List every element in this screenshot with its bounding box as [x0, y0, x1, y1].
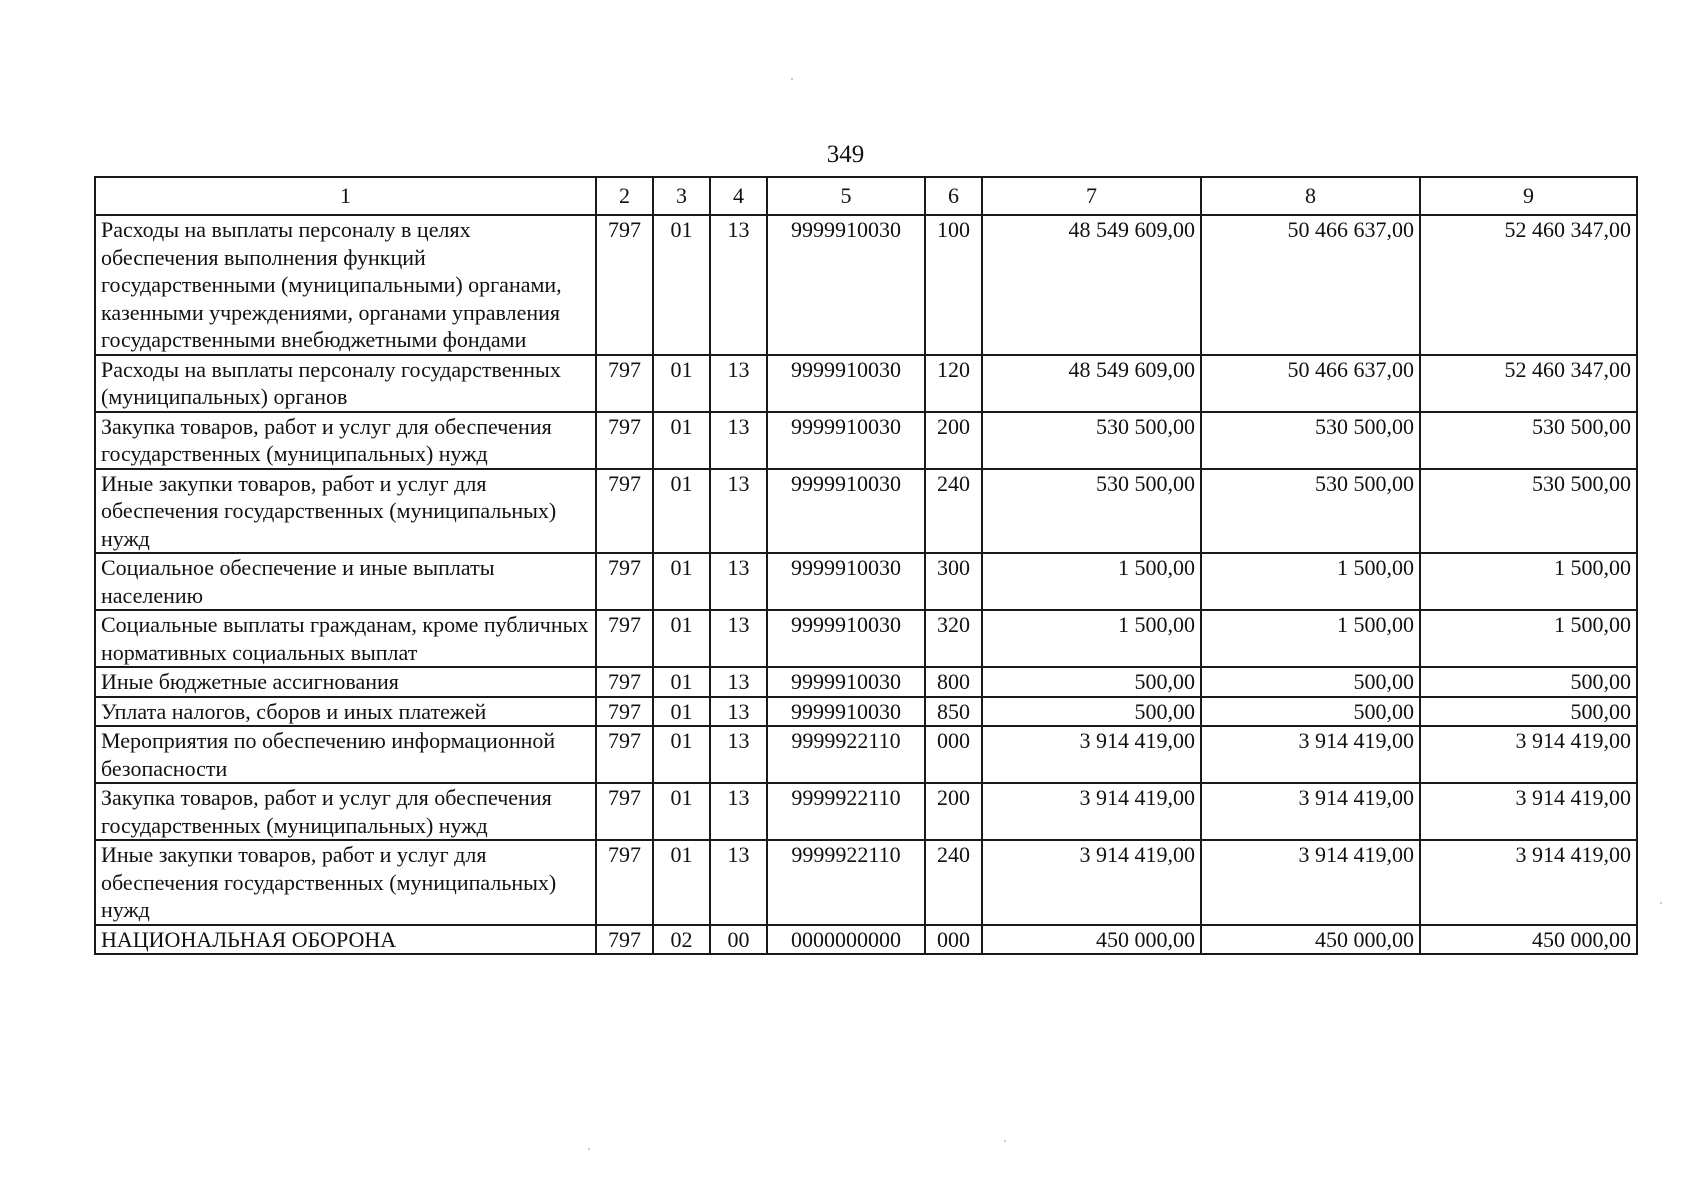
target-item-code: 9999910030 [767, 215, 925, 355]
target-item-code: 9999922110 [767, 783, 925, 840]
amount-col9: 3 914 419,00 [1420, 726, 1637, 783]
scan-speck [1660, 902, 1662, 904]
amount-col8: 1 500,00 [1201, 553, 1420, 610]
expense-name: НАЦИОНАЛЬНАЯ ОБОРОНА [95, 925, 596, 955]
expense-name: Иные бюджетные ассигнования [95, 667, 596, 697]
expense-name: Уплата налогов, сборов и иных платежей [95, 697, 596, 727]
section-code: 01 [653, 697, 710, 727]
amount-col9: 52 460 347,00 [1420, 215, 1637, 355]
expense-name: Закупка товаров, работ и услуг для обеспечения государственных (муниципальных) нужд [95, 783, 596, 840]
amount-col7: 500,00 [982, 697, 1201, 727]
amount-col8: 3 914 419,00 [1201, 726, 1420, 783]
header-cell: 5 [767, 177, 925, 215]
table-row [95, 412, 1637, 469]
expense-name: Социальное обеспечение и иные выплаты населению [95, 553, 596, 610]
expense-type-code: 320 [925, 610, 982, 667]
ministry-code: 797 [596, 412, 653, 469]
amount-col9: 3 914 419,00 [1420, 783, 1637, 840]
amount-col8: 50 466 637,00 [1201, 355, 1420, 412]
expense-name: Закупка товаров, работ и услуг для обеспечения государственных (муниципальных) нужд [95, 412, 596, 469]
subsection-code: 13 [710, 469, 767, 554]
page-number: 349 [826, 141, 865, 168]
amount-col8: 450 000,00 [1201, 925, 1420, 955]
section-code: 02 [653, 925, 710, 955]
table-row [95, 726, 1637, 783]
subsection-code: 13 [710, 697, 767, 727]
section-code: 01 [653, 355, 710, 412]
amount-col8: 3 914 419,00 [1201, 840, 1420, 925]
subsection-code: 13 [710, 726, 767, 783]
amount-col8: 500,00 [1201, 667, 1420, 697]
amount-col9: 52 460 347,00 [1420, 355, 1637, 412]
table-row [95, 697, 1637, 727]
header-cell: 8 [1201, 177, 1420, 215]
target-item-code: 9999910030 [767, 412, 925, 469]
expense-type-code: 850 [925, 697, 982, 727]
subsection-code: 13 [710, 667, 767, 697]
amount-col9: 1 500,00 [1420, 553, 1637, 610]
table-row [95, 355, 1637, 412]
section-code: 01 [653, 726, 710, 783]
expense-type-code: 300 [925, 553, 982, 610]
expense-type-code: 800 [925, 667, 982, 697]
amount-col9: 3 914 419,00 [1420, 840, 1637, 925]
target-item-code: 9999910030 [767, 553, 925, 610]
expense-type-code: 240 [925, 840, 982, 925]
section-code: 01 [653, 667, 710, 697]
expense-name: Мероприятия по обеспечению информационной безопасности [95, 726, 596, 783]
subsection-code: 00 [710, 925, 767, 955]
amount-col9: 450 000,00 [1420, 925, 1637, 955]
ministry-code: 797 [596, 840, 653, 925]
ministry-code: 797 [596, 925, 653, 955]
ministry-code: 797 [596, 667, 653, 697]
table-row [95, 553, 1637, 610]
table-row [95, 667, 1637, 697]
amount-col8: 3 914 419,00 [1201, 783, 1420, 840]
section-code: 01 [653, 215, 710, 355]
header-cell: 9 [1420, 177, 1637, 215]
table-row [95, 469, 1637, 554]
ministry-code: 797 [596, 355, 653, 412]
amount-col7: 530 500,00 [982, 469, 1201, 554]
amount-col7: 48 549 609,00 [982, 355, 1201, 412]
scan-speck [1004, 1140, 1006, 1142]
table-row [95, 610, 1637, 667]
target-item-code: 9999910030 [767, 610, 925, 667]
target-item-code: 9999922110 [767, 726, 925, 783]
expense-type-code: 100 [925, 215, 982, 355]
budget-table [94, 176, 1638, 955]
ministry-code: 797 [596, 553, 653, 610]
table-row [95, 925, 1637, 955]
header-cell: 6 [925, 177, 982, 215]
ministry-code: 797 [596, 610, 653, 667]
expense-name: Расходы на выплаты персоналу в целях обеспечения выполнения функций государственными (муниципальными) органами, казенными учреждениями, органами управления государственными внебюджетными фондами [95, 215, 596, 355]
amount-col9: 530 500,00 [1420, 412, 1637, 469]
target-item-code: 9999910030 [767, 469, 925, 554]
amount-col9: 500,00 [1420, 697, 1637, 727]
expense-name: Иные закупки товаров, работ и услуг для обеспечения государственных (муниципальных) нужд [95, 469, 596, 554]
amount-col9: 1 500,00 [1420, 610, 1637, 667]
table-row [95, 783, 1637, 840]
expense-type-code: 120 [925, 355, 982, 412]
expense-name: Расходы на выплаты персоналу государственных (муниципальных) органов [95, 355, 596, 412]
amount-col7: 450 000,00 [982, 925, 1201, 955]
target-item-code: 9999910030 [767, 355, 925, 412]
scan-speck [791, 78, 793, 80]
amount-col8: 530 500,00 [1201, 412, 1420, 469]
header-cell: 7 [982, 177, 1201, 215]
target-item-code: 9999910030 [767, 697, 925, 727]
subsection-code: 13 [710, 355, 767, 412]
expense-type-code: 200 [925, 783, 982, 840]
amount-col9: 530 500,00 [1420, 469, 1637, 554]
ministry-code: 797 [596, 783, 653, 840]
section-code: 01 [653, 469, 710, 554]
section-code: 01 [653, 412, 710, 469]
expense-type-code: 200 [925, 412, 982, 469]
header-cell: 3 [653, 177, 710, 215]
section-code: 01 [653, 610, 710, 667]
expense-type-code: 240 [925, 469, 982, 554]
amount-col8: 530 500,00 [1201, 469, 1420, 554]
expense-name: Иные закупки товаров, работ и услуг для обеспечения государственных (муниципальных) нужд [95, 840, 596, 925]
subsection-code: 13 [710, 610, 767, 667]
amount-col7: 1 500,00 [982, 610, 1201, 667]
section-code: 01 [653, 553, 710, 610]
ministry-code: 797 [596, 726, 653, 783]
subsection-code: 13 [710, 840, 767, 925]
target-item-code: 0000000000 [767, 925, 925, 955]
target-item-code: 9999910030 [767, 667, 925, 697]
ministry-code: 797 [596, 215, 653, 355]
scan-speck [588, 1148, 590, 1150]
ministry-code: 797 [596, 469, 653, 554]
amount-col7: 530 500,00 [982, 412, 1201, 469]
amount-col8: 50 466 637,00 [1201, 215, 1420, 355]
section-code: 01 [653, 783, 710, 840]
subsection-code: 13 [710, 553, 767, 610]
target-item-code: 9999922110 [767, 840, 925, 925]
amount-col7: 3 914 419,00 [982, 783, 1201, 840]
header-cell: 1 [95, 177, 596, 215]
amount-col7: 1 500,00 [982, 553, 1201, 610]
expense-name: Социальные выплаты гражданам, кроме публичных нормативных социальных выплат [95, 610, 596, 667]
ministry-code: 797 [596, 697, 653, 727]
header-cell: 4 [710, 177, 767, 215]
header-cell: 2 [596, 177, 653, 215]
amount-col8: 500,00 [1201, 697, 1420, 727]
table-header-row [95, 177, 1637, 215]
amount-col7: 48 549 609,00 [982, 215, 1201, 355]
subsection-code: 13 [710, 783, 767, 840]
section-code: 01 [653, 840, 710, 925]
expense-type-code: 000 [925, 925, 982, 955]
subsection-code: 13 [710, 412, 767, 469]
amount-col7: 3 914 419,00 [982, 840, 1201, 925]
table-row [95, 215, 1637, 355]
table-row [95, 840, 1637, 925]
amount-col8: 1 500,00 [1201, 610, 1420, 667]
amount-col7: 500,00 [982, 667, 1201, 697]
amount-col7: 3 914 419,00 [982, 726, 1201, 783]
amount-col9: 500,00 [1420, 667, 1637, 697]
subsection-code: 13 [710, 215, 767, 355]
expense-type-code: 000 [925, 726, 982, 783]
